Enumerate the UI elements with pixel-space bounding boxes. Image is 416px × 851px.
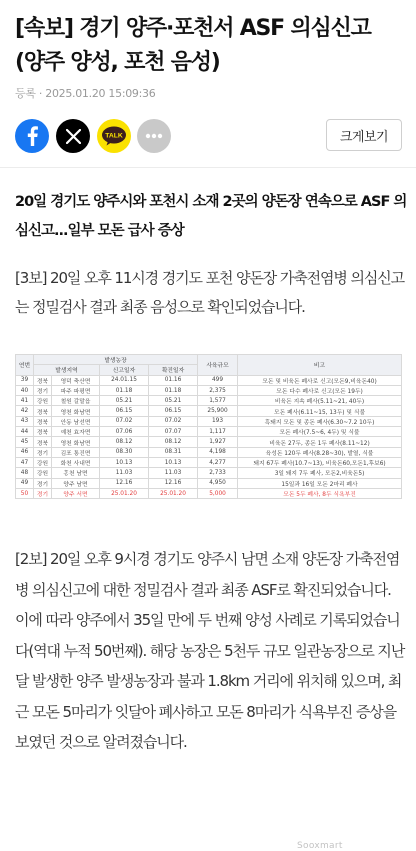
table-row [16,468,402,478]
table-cell: 모돈 5두 폐사, 8두 식욕부진 [238,488,402,498]
table-cell: 경북 [34,416,52,426]
table-cell: 07.07 [149,427,198,437]
table-cell: 08.12 [100,437,149,447]
kakaotalk-icon [101,126,127,146]
table-cell: 화천 사내면 [52,457,100,467]
table-body [16,375,402,499]
table-cell: 영천 화남면 [52,406,100,416]
table-cell: 2,375 [198,385,238,395]
table-cell: 경기 [34,478,52,488]
header-report-date: 신고일자 [100,365,149,375]
table-cell: 39 [16,375,34,385]
x-share-button[interactable] [56,119,90,153]
table-cell: 11.03 [149,468,198,478]
table-cell: 4,950 [198,478,238,488]
table-cell: 모돈 및 비육돈 폐사로 신고(모돈9,비육돈40) [238,375,402,385]
header-remarks: 비고 [238,355,402,376]
table-cell: 1,927 [198,437,238,447]
table-cell: 모돈 다수 폐사로 신고(모돈 19두) [238,385,402,395]
table-cell: 영천 화남면 [52,437,100,447]
table-cell: 경북 [34,427,52,437]
table-cell: 43 [16,416,34,426]
table-cell: 홍천 남면 [52,468,100,478]
header-no: 연번 [16,355,34,376]
kakao-talk-text: TALK [105,132,123,140]
table-cell: 강원 [34,468,52,478]
title-line-2: (양주 양성, 포천 음성) [15,50,220,75]
table-cell: 50 [16,488,34,498]
header-confirm-date: 확진일자 [149,365,198,375]
table-cell: 모돈 폐사(7.5~6, 4두) 및 식불 [238,427,402,437]
table-cell: 1,117 [198,427,238,437]
table-cell: 48 [16,468,34,478]
table-cell: 15일과 16일 모돈 2마리 폐사 [238,478,402,488]
table-row [16,396,402,406]
table-row [16,437,402,447]
table-cell: 193 [198,416,238,426]
table-row [16,375,402,385]
table-cell: 경북 [34,437,52,447]
table-cell: 경북 [34,375,52,385]
table-cell: 06.15 [100,406,149,416]
table-cell: 06.15 [149,406,198,416]
table-cell: 25.01.20 [149,488,198,498]
table-cell: 3일 돼지 7두 폐사, 모돈2,비육돈5) [238,468,402,478]
table-cell: 경기 [34,447,52,457]
title-line-1: [속보] 경기 양주·포천서 ASF 의심신고 [15,16,371,41]
table-cell: 44 [16,427,34,437]
table-cell: 경북 [34,406,52,416]
table-cell: 24.01.15 [100,375,149,385]
table-cell: 2,733 [198,468,238,478]
table-row [16,416,402,426]
table-cell: 07.02 [149,416,198,426]
x-icon [66,129,81,144]
table-cell: 안동 남선면 [52,416,100,426]
table-cell: 김포 통진면 [52,447,100,457]
article-paragraph-2: [2보] 20일 오후 9시경 경기도 양주시 남면 소재 양돈장 가축전염병 의심신고에 대한 정밀검사 결과 최종 ASF로 확진되었습니다. 이에 따라 양주에서 35일 만에 두 번째 양성 사례로 기록되었습니다(역대 누적 50번째). 해당 농장은 5천두 규모 일관농장으로 지난달 발생한 양주 발생농장과 불과 1.8km 거리에 위치해 있으며, 최근 모돈 5마리가 잇달아 폐사하고 모돈 8마리가 식욕부진 증상을 보였던 것으로 알려졌습니다. [15,550,405,751]
table-cell: 10.13 [149,457,198,467]
header-scale: 사육규모 [198,355,238,376]
table-cell: 비육돈 지속 폐사(5.11~21, 40두) [238,396,402,406]
table-cell: 47 [16,457,34,467]
table-cell: 경기 [34,385,52,395]
table-cell: 흑돼지 모돈 및 종돈 폐사(6.30~7.2 10두) [238,416,402,426]
table-cell: 양주 서면 [52,488,100,498]
table-row [16,406,402,416]
table-cell: 41 [16,396,34,406]
table-cell: 07.06 [100,427,149,437]
table-cell: 08.12 [149,437,198,447]
large-view-button[interactable]: 크게보기 [326,119,402,151]
table-row [16,488,402,498]
kakaotalk-share-button[interactable] [97,119,131,153]
header-region: 발생지역 [34,365,100,375]
table-cell: 42 [16,406,34,416]
table-cell: 08.31 [149,447,198,457]
table-cell: 49 [16,478,34,488]
table-cell: 40 [16,385,34,395]
table-cell: 강원 [34,396,52,406]
more-icon [145,133,163,139]
article-title [15,12,405,80]
table-cell: 육성돈 120두 폐사(8.28~30), 발열, 식불 [238,447,402,457]
table-cell: 05.21 [100,396,149,406]
table-row [16,478,402,488]
facebook-icon [25,126,39,146]
outbreak-table [15,354,402,499]
table-cell: 01.18 [100,385,149,395]
table-cell: 10.13 [100,457,149,467]
table-cell: 11.03 [100,468,149,478]
table-cell: 돼지 67두 폐사(10.7~13), 비육돈60,모돈1,후보6) [238,457,402,467]
table-cell: 12.16 [100,478,149,488]
table-cell: 모돈 폐사(6.11~15, 13두) 및 식불 [238,406,402,416]
article-paragraph-1: [3보] 20일 오후 11시경 경기도 포천 양돈장 가축전염병 의심신고는 정밀검사 결과 최종 음성으로 확인되었습니다. [15,269,405,316]
table-cell: 비육돈 27두, 종돈 1두 폐사(8.11~12) [238,437,402,447]
table-cell: 5,000 [198,488,238,498]
table-cell: 12.16 [149,478,198,488]
table-cell: 예천 효자면 [52,427,100,437]
table-cell: 08.30 [100,447,149,457]
table-row [16,457,402,467]
table-cell: 07.02 [100,416,149,426]
publish-date: 등록 · 2025.01.20 15:09:36 [15,87,156,100]
table-cell: 45 [16,437,34,447]
article-summary: 20일 경기도 양주시와 포천시 소재 2곳의 양돈장 연속으로 ASF 의심신고...일부 모돈 급사 증상 [15,194,407,239]
table-cell: 양주 남면 [52,478,100,488]
table-cell: 강원 [34,457,52,467]
table-cell: 4,198 [198,447,238,457]
facebook-share-button[interactable] [15,119,49,153]
table-row [16,447,402,457]
divider [0,167,416,168]
table-cell: 25.01.20 [100,488,149,498]
more-share-button[interactable] [137,119,171,153]
table-cell: 1,577 [198,396,238,406]
table-cell: 영덕 축산면 [52,375,100,385]
table-cell: 05.21 [149,396,198,406]
table-cell: 4,277 [198,457,238,467]
table-row [16,427,402,437]
table-cell: 01.16 [149,375,198,385]
table-cell: 01.18 [149,385,198,395]
table-cell: 경기 [34,488,52,498]
header-farm: 발생농장 [34,355,198,365]
table-cell: 499 [198,375,238,385]
table-cell: 철원 갈말읍 [52,396,100,406]
table-cell: 파주 파평면 [52,385,100,395]
table-row [16,385,402,395]
table-cell: 46 [16,447,34,457]
watermark-text: Sooxmart [297,841,343,851]
table-cell: 25,900 [198,406,238,416]
